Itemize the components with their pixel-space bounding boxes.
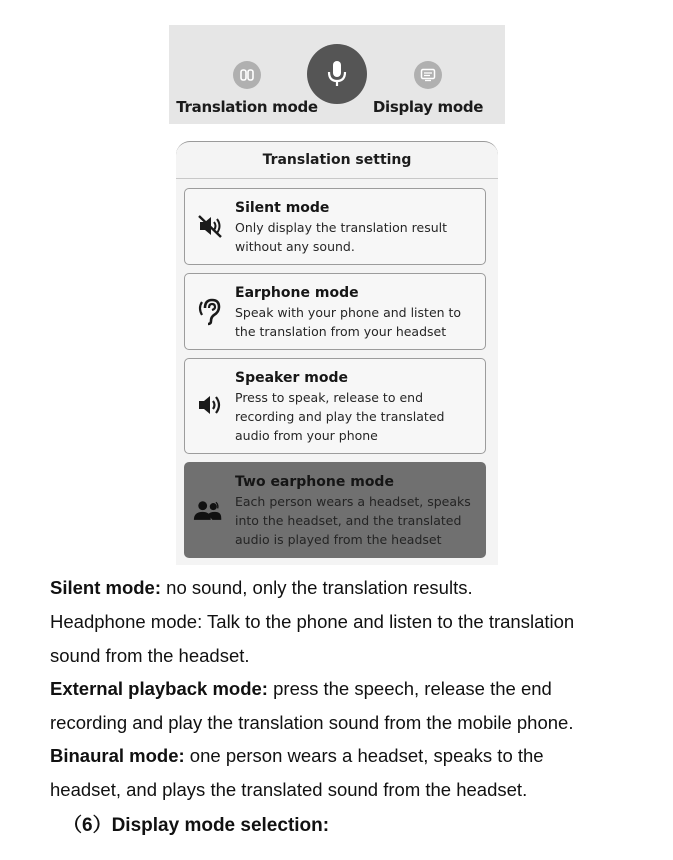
- muted-speaker-icon: [195, 211, 225, 241]
- microphone-button[interactable]: [307, 44, 367, 104]
- sheet-title: Translation setting: [262, 152, 412, 168]
- option-description: Press to speak, release to end recording and play the translated audio from your phone: [235, 390, 445, 443]
- speaker-icon: [195, 390, 225, 420]
- external-playback-label: External playback mode:: [50, 678, 268, 699]
- binaural-mode-paragraph: [50, 739, 650, 806]
- option-earphone-mode[interactable]: [184, 273, 486, 350]
- option-title: Earphone mode: [235, 285, 359, 301]
- headphone-line-2: sound from the headset.: [50, 644, 250, 666]
- divider: [176, 178, 498, 179]
- section-heading: [63, 810, 329, 837]
- silent-mode-paragraph: [50, 571, 650, 605]
- option-title: Speaker mode: [235, 370, 348, 386]
- option-two-earphone-mode[interactable]: [184, 462, 486, 558]
- section-number: （6）: [63, 815, 112, 836]
- translation-setting-sheet: [176, 141, 498, 565]
- translation-mode-button[interactable]: [177, 61, 317, 116]
- binaural-line-1: one person wears a headset, speaks to the: [184, 745, 544, 766]
- option-title: Silent mode: [235, 200, 330, 216]
- translation-mode-label: Translation mode: [176, 98, 318, 116]
- section-title: Display mode selection:: [111, 815, 330, 836]
- two-people-icon: [193, 496, 223, 526]
- ear-icon: [195, 296, 225, 326]
- display-mode-label: Display mode: [372, 98, 484, 116]
- silent-mode-label: Silent mode:: [50, 577, 162, 598]
- option-title: Two earphone mode: [235, 474, 394, 490]
- binaural-mode-label: Binaural mode:: [50, 745, 185, 766]
- option-speaker-mode[interactable]: [184, 358, 486, 454]
- headphone-mode-paragraph: [50, 605, 650, 672]
- mode-toolbar: [169, 25, 505, 124]
- option-description: Each person wears a headset, speaks into the headset, and the translated audio is played from the headset: [235, 494, 471, 547]
- display-mode-icon: [414, 61, 442, 89]
- microphone-icon: [324, 59, 350, 89]
- display-mode-button[interactable]: [373, 61, 483, 116]
- translation-mode-icon: [233, 61, 261, 89]
- silent-mode-text: no sound, only the translation results.: [161, 577, 473, 598]
- headphone-line-1: Headphone mode: Talk to the phone and listen to the translation: [50, 611, 575, 632]
- binaural-line-2: headset, and plays the translated sound from the headset.: [50, 778, 528, 800]
- option-description: Speak with your phone and listen to the translation from your headset: [235, 305, 462, 339]
- option-silent-mode[interactable]: [184, 188, 486, 265]
- option-description: Only display the translation result without any sound.: [235, 220, 447, 254]
- external-line-1: press the speech, release the end: [267, 678, 552, 699]
- external-line-2: recording and play the translation sound from the mobile phone.: [50, 711, 574, 733]
- external-playback-paragraph: [50, 672, 650, 739]
